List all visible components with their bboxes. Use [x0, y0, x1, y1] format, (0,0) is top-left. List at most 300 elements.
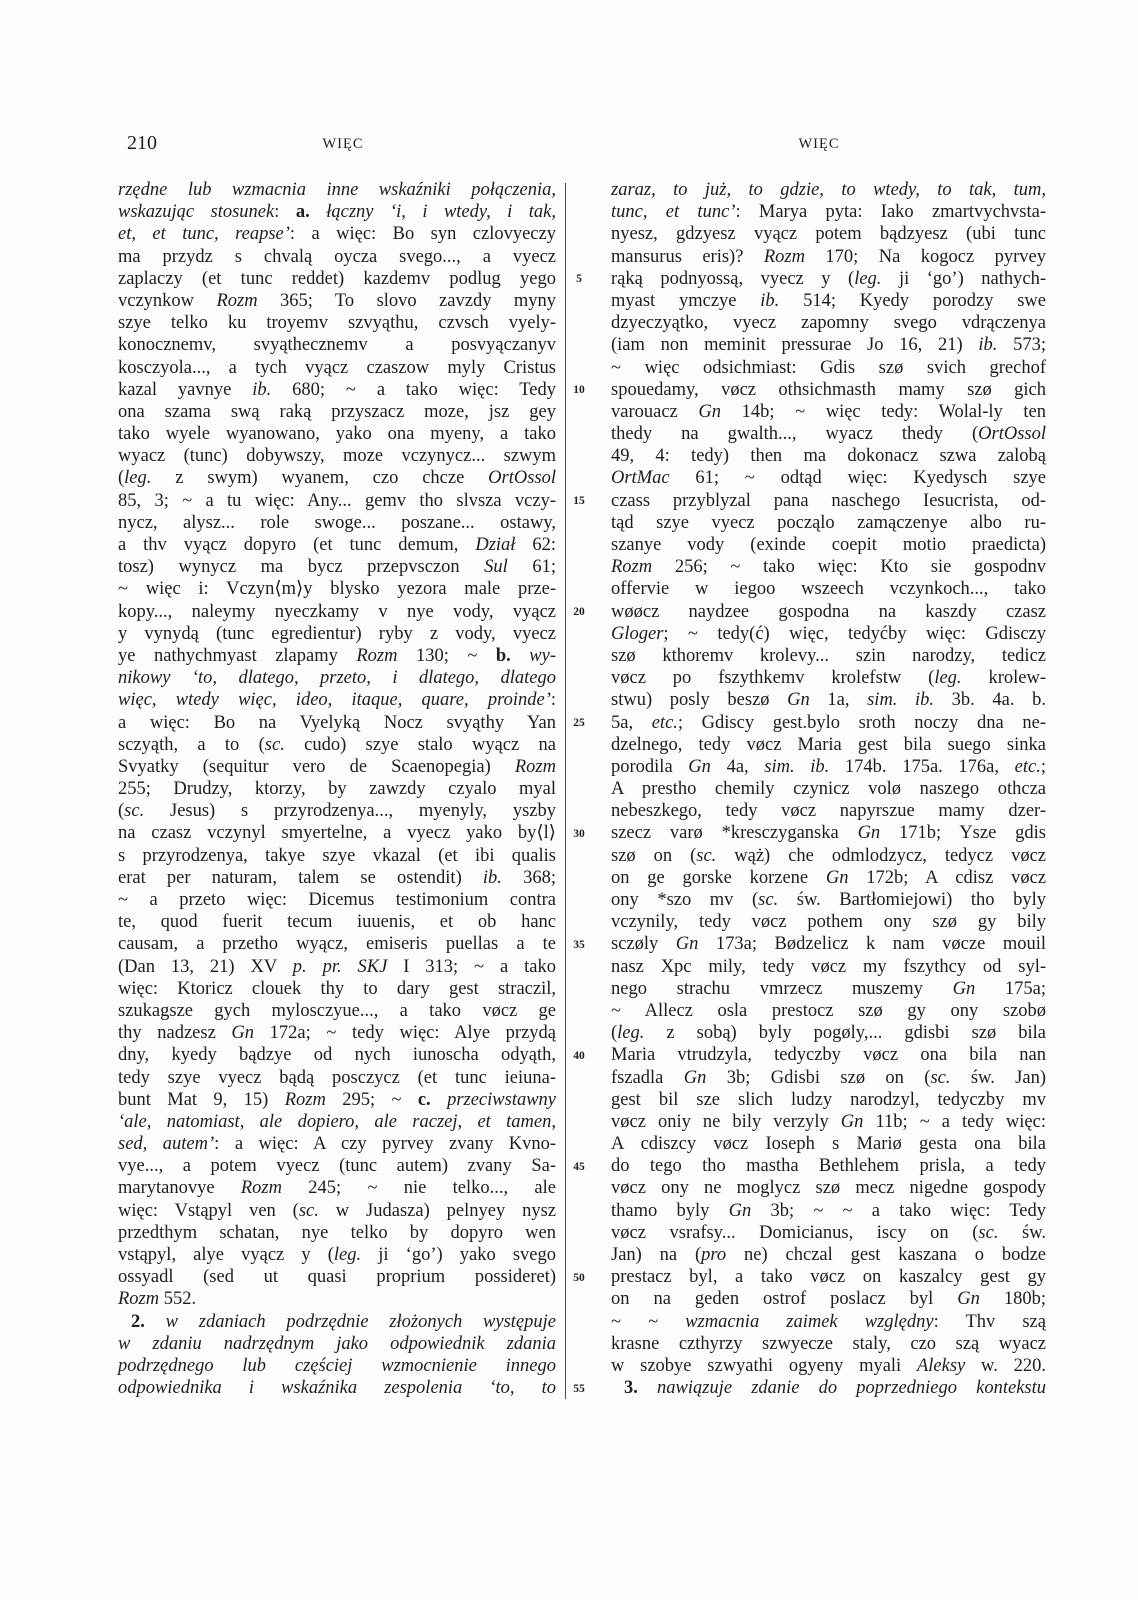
line-number: 35 — [573, 938, 585, 951]
text-run: 173a; Bødzelicz k nam vøcze mouil — [698, 934, 1046, 955]
text-run: ~ a przeto więc: Dicemus testimonium contra — [118, 890, 556, 910]
italic-run: Gn — [728, 1200, 752, 1221]
text-run: Jan) na ( — [611, 1245, 702, 1265]
text-run: myast ymczye — [611, 290, 761, 311]
left-column-line — [118, 534, 556, 556]
italic-run: Rozm — [240, 1178, 282, 1199]
right-column-line — [611, 290, 1046, 312]
left-column-line — [118, 445, 556, 467]
text-run: ~ więc i: Vczyn⟨m⟩y blysko yezora male prze- — [118, 579, 556, 600]
italic-run: odpowiednika i wskaźnika zespolenia ‘to, to — [118, 1378, 556, 1399]
italic-run: etc. — [651, 712, 678, 733]
right-column-line — [611, 1266, 1046, 1288]
text-run: vøcz oniy ne bily verzyly — [611, 1111, 841, 1132]
right-column-line — [611, 1155, 1046, 1177]
left-column-line — [118, 645, 556, 667]
right-column-line — [611, 1133, 1046, 1155]
bold-marker: 3. — [624, 1378, 638, 1399]
italic-run: Sul — [484, 557, 508, 578]
left-column-line — [118, 1177, 556, 1199]
text-run — [638, 1378, 657, 1398]
right-column-line — [611, 556, 1046, 578]
text-run — [145, 1312, 166, 1332]
right-column-line — [611, 467, 1046, 489]
text-run: erat per naturam, talem se ostendit) — [118, 867, 483, 888]
text-run: tąd szye vyecz począlo zamączenye albo ru- — [611, 512, 1046, 533]
text-run: varouacz — [611, 401, 699, 422]
left-column-line — [118, 845, 556, 867]
left-column-line — [118, 712, 556, 734]
left-column-line — [118, 423, 556, 445]
text-run: wyacz (tunc) dobywszy, moze vczynycz... szwym — [118, 446, 556, 467]
text-run: ; Gdiscy gest.bylo sroth noczy dna ne- — [677, 712, 1047, 733]
italic-run: sim. ib. — [764, 756, 830, 777]
text-run: 514; Kyedy porodzy swe — [779, 290, 1047, 311]
left-column-line — [118, 1067, 556, 1089]
text-run: : Marya pyta: Iako zmartvychvsta- — [735, 202, 1046, 223]
italic-run: sc. — [298, 1200, 319, 1221]
right-column-line — [611, 978, 1046, 1000]
text-run: 170; Na kogocz pyrvey — [805, 246, 1046, 267]
italic-run: Rozm — [356, 645, 398, 666]
italic-run: w zdaniu nadrzędnym jako odpowiednik zdania — [118, 1333, 556, 1354]
text-run: 61; — [507, 557, 556, 578]
right-column-line — [611, 223, 1046, 245]
text-run: 3b; Gdisbi szø on ( — [706, 1067, 931, 1088]
text-run: 4a, — [710, 756, 765, 777]
text-run: dzyeczyątko, vyecz zapomny svego vdrączenya — [611, 313, 1046, 334]
line-number-gutter — [567, 179, 591, 1401]
left-column-line — [118, 1333, 556, 1355]
left-column-line — [118, 379, 556, 401]
line-number: 25 — [573, 716, 585, 729]
italic-run: nikowy ‘to, dlatego, przeto, i dlatego, dlatego — [118, 668, 556, 689]
left-column-line — [118, 1200, 556, 1222]
text-run: A cdiszcy vøcz Ioseph s Mariø gesta ona bila — [611, 1134, 1046, 1155]
left-column — [118, 179, 556, 1399]
text-run: dny, kyedy bądzye od nych iunoscha odyąth, — [118, 1045, 556, 1066]
text-run: I 313; ~ a tako — [387, 956, 557, 977]
text-run: dzelnego, tedy vøcz Maria gest bila suego sinka — [611, 734, 1046, 755]
left-column-line — [118, 734, 556, 756]
italic-run: ib. — [978, 335, 998, 356]
text-run: fszadla — [611, 1067, 684, 1088]
text-run: causam, a przetho wyącz, emiseris puellas a te — [118, 934, 556, 955]
text-run: ji ‘go’) nathych- — [881, 268, 1046, 289]
italic-run: Rozm — [763, 246, 805, 267]
italic-run: p. pr. SKJ — [292, 956, 388, 977]
italic-run: leg. — [333, 1245, 362, 1265]
text-run: marytanovye — [118, 1178, 241, 1199]
left-column-line — [118, 956, 556, 978]
text-run: wøøcz naydzee gospodna na kaszdy czasz — [611, 601, 1046, 622]
text-run: 172a; ~ tedy więc: Alye przydą — [254, 1023, 557, 1044]
text-run: : a więc: A czy pyrvey zvany Kvno- — [214, 1134, 556, 1155]
italic-run: rzędne lub wzmacnia inne wskaźniki połączenia, — [118, 180, 556, 200]
text-run: św. Jan) — [950, 1067, 1046, 1088]
right-column-line — [611, 623, 1046, 645]
text-run: 171b; Ysze gdis — [880, 823, 1046, 844]
right-column-line — [611, 956, 1046, 978]
text-run: ~ Allecz osla prestocz szø gy ony szobø — [611, 1000, 1046, 1021]
italic-run: Gn — [952, 978, 976, 999]
italic-run: ‘ale, natomiast, ale dopiero, ale raczej, et tamen, — [118, 1111, 556, 1132]
left-column-line — [118, 756, 556, 778]
italic-run: Gn — [675, 934, 699, 955]
text-run: w. 220. — [965, 1355, 1046, 1376]
bold-marker: a. — [295, 202, 310, 223]
text-run: z swym) wyanem, czo chcze — [151, 468, 489, 489]
italic-run: Rozm — [284, 1089, 326, 1110]
right-column-line — [611, 246, 1046, 268]
text-run: stwu) posly beszø — [611, 690, 788, 711]
left-column-line — [118, 312, 556, 334]
text-run: A prestho chemily czynicz volø naszego othcza — [611, 779, 1046, 800]
text-run: bunt Mat 9, 15) — [118, 1089, 285, 1110]
right-column-line — [611, 822, 1046, 844]
text-run: św. Bartłomiejowi) tho byly — [778, 890, 1046, 910]
italic-run: Rozm — [216, 290, 258, 311]
italic-run: Gn — [957, 1289, 980, 1310]
italic-run: wskazując stosunek — [118, 202, 275, 223]
right-column-line — [611, 1000, 1046, 1022]
left-column-line — [118, 401, 556, 423]
left-column-line — [118, 290, 556, 312]
text-run: ne) chczal gest kaszana o bodze — [726, 1245, 1046, 1265]
right-column-line — [611, 667, 1046, 689]
text-run: ( — [118, 801, 125, 822]
text-run: (iam non meminit pressurae Jo 16, 21) — [611, 335, 979, 356]
italic-run: Aleksy — [916, 1355, 966, 1376]
text-run: te, quod fuerit tecum iuuenis, et ob hanc — [118, 912, 556, 933]
italic-run: OrtOssol — [978, 424, 1046, 445]
text-run: ossyadl (sed ut quasi proprium possideret) — [118, 1267, 556, 1288]
right-column-line — [611, 379, 1046, 401]
italic-run: przeciwstawny — [447, 1089, 557, 1110]
italic-run: sc. — [264, 734, 285, 755]
text-run — [431, 1090, 447, 1110]
text-run: (Dan 13, 21) XV — [118, 956, 293, 977]
bold-marker: 2. — [131, 1311, 145, 1332]
right-column-line — [611, 512, 1046, 534]
text-run: 61; ~ odtąd więc: Kyedysch szye — [669, 468, 1046, 489]
text-run: 175a; — [975, 978, 1046, 999]
right-column-line — [611, 534, 1046, 556]
right-column-line — [611, 357, 1046, 379]
left-column-line — [118, 512, 556, 534]
left-column-line — [118, 689, 556, 711]
left-column-line — [118, 1155, 556, 1177]
text-run: vczynkow — [118, 290, 217, 311]
italic-run: leg. — [934, 668, 962, 689]
text-run: ; — [1040, 756, 1046, 777]
left-column-line — [118, 867, 556, 889]
left-column-line — [118, 201, 556, 223]
text-run: ~ więc odsichmiast: Gdis szø svich grechof — [611, 357, 1046, 378]
left-column-line — [118, 179, 556, 201]
text-run: ma przydz s chvalą oycza svego..., a vyecz — [118, 246, 556, 267]
left-column-line — [118, 778, 556, 800]
italic-run: sc. — [978, 1222, 999, 1243]
text-run: offervie w iegoo wszeech vczynkoch..., tako — [611, 579, 1046, 600]
right-column-line — [611, 778, 1046, 800]
right-column-line — [611, 800, 1046, 822]
italic-run: Gn — [231, 1023, 255, 1044]
right-column-line — [611, 1244, 1046, 1266]
text-run: szye telko ku troyemv szvyąthu, czvsch vyely- — [118, 313, 556, 334]
right-column-line — [611, 756, 1046, 778]
left-column-line — [118, 223, 556, 245]
text-run: porodila — [611, 756, 689, 777]
right-column-line — [611, 1288, 1046, 1310]
text-run: nebeszkego, tedy vøcz napyrszue mamy dzer- — [611, 801, 1046, 822]
text-run: 11b; ~ a tedy więc: — [863, 1111, 1046, 1132]
italic-run: etc. — [1014, 756, 1041, 777]
right-column-line — [611, 1333, 1046, 1355]
text-run: 180b; — [979, 1289, 1046, 1310]
text-run: w Judasza) pelnyey nysz — [318, 1200, 556, 1221]
text-run: szø kthoremv krolevy... szin narodzy, tedicz — [611, 645, 1046, 666]
italic-run: ib. — [482, 867, 502, 888]
right-column-line — [611, 689, 1046, 711]
text-run: wąż) che odmlodzycz, tedycz vøcz — [716, 845, 1046, 866]
text-run: cudo) szye stalo wyącz na — [284, 734, 556, 755]
italic-run: OrtOssol — [488, 468, 556, 489]
text-run: krasne czthyrzy szwyecze staly, czo szą wyacz — [611, 1333, 1046, 1354]
right-column-line — [611, 423, 1046, 445]
text-run: thamo byly — [611, 1200, 729, 1221]
right-column-line — [611, 1311, 1046, 1333]
italic-run: sc. — [124, 801, 145, 822]
left-column-line — [118, 911, 556, 933]
right-column-line — [611, 201, 1046, 223]
text-run: szecz varø *kresczyganska — [611, 823, 858, 844]
italic-run: więc, wtedy więc, ideo, itaque, quare, proinde’ — [118, 690, 551, 711]
right-column-line — [611, 1200, 1046, 1222]
text-run: mansurus eris)? — [611, 246, 764, 267]
italic-run: Gn — [857, 823, 881, 844]
text-run: nasz Xpc mily, tedy vøcz my fszythcy od syl- — [611, 956, 1046, 977]
text-run: do tego tho mastha Bethlehem prisla, a tedy — [611, 1156, 1046, 1177]
right-column-line — [611, 933, 1046, 955]
bold-marker: c. — [417, 1089, 431, 1110]
left-column-line — [118, 667, 556, 689]
text-run: 62: — [515, 535, 557, 555]
text-run: 3b; ~ ~ a tako więc: Tedy — [751, 1200, 1046, 1221]
italic-run: sed, autem’ — [118, 1134, 215, 1155]
text-run: 3b. 4a. b. — [934, 690, 1046, 711]
page-number: 210 — [127, 132, 157, 154]
italic-run: tunc, et tunc’ — [611, 202, 736, 223]
right-column-line — [611, 734, 1046, 756]
column-divider — [565, 183, 566, 1399]
text-run: ye nathychmyast zlapamy — [118, 645, 357, 666]
right-column-line — [611, 1022, 1046, 1044]
right-column-line — [611, 490, 1046, 512]
italic-run: leg. — [854, 268, 882, 289]
text-run: ona szama swą raką przyszacz moze, jsz gey — [118, 401, 556, 422]
text-run: przedthym schatan, nye telko by dopyro wen — [118, 1222, 556, 1243]
right-column-line — [611, 867, 1046, 889]
left-column-line — [118, 1133, 556, 1155]
text-run: 1a, — [809, 690, 868, 711]
text-run: kosczyola..., a tych vyącz czaszow myly Cristus — [118, 357, 556, 378]
italic-run: sc. — [696, 845, 717, 866]
text-run: kazal yavnye — [118, 379, 253, 400]
italic-run: wzmacnia zaimek względny — [685, 1311, 934, 1332]
right-column-line — [611, 1377, 1046, 1399]
text-run: spouedamy, vøcz othsichmasth mamy szø gich — [611, 379, 1046, 400]
text-run: nycz, alysz... role swoge... poszane... ostawy, — [118, 512, 556, 533]
right-column-line — [611, 1111, 1046, 1133]
right-column-line — [611, 1355, 1046, 1377]
right-column-line — [611, 312, 1046, 334]
text-run: s przyrodzenya, takye szye vkazal (et ibi qualis — [118, 845, 556, 866]
right-column-line — [611, 845, 1046, 867]
left-column-line — [118, 556, 556, 578]
text-run: św. — [998, 1222, 1047, 1243]
italic-run: Gn — [688, 756, 711, 777]
text-run: 256; ~ tako więc: Kto sie gospodnv — [652, 557, 1046, 578]
text-run: on ge gorske korzene — [611, 867, 826, 888]
left-column-line — [118, 334, 556, 356]
line-number: 10 — [573, 383, 585, 396]
right-column-line — [611, 1067, 1046, 1089]
text-run: 245; ~ nie telko..., ale — [282, 1178, 556, 1199]
right-column-line — [611, 911, 1046, 933]
right-column-line — [611, 445, 1046, 467]
right-column-line — [611, 401, 1046, 423]
text-run: nyesz, gdzyesz vyącz potem bądzyesz (ubi tunc — [611, 224, 1046, 245]
right-column-line — [611, 179, 1046, 201]
text-run: ony *szo mv ( — [611, 890, 759, 910]
italic-run: nawiązuje zdanie do poprzedniego kontekstu — [657, 1378, 1047, 1399]
text-run: ( — [118, 468, 125, 489]
line-number: 5 — [576, 272, 582, 285]
running-head-right: WIĘC — [798, 136, 840, 152]
left-column-line — [118, 889, 556, 911]
right-column-line — [611, 1044, 1046, 1066]
text-run: sczøly — [611, 934, 676, 955]
text-run: vstąpyl, alye vyącz y ( — [118, 1245, 334, 1265]
italic-run: łączny ‘i, i wtedy, i tak, — [326, 202, 557, 223]
text-run: thy nadzesz — [118, 1023, 232, 1044]
italic-run: leg. — [124, 468, 152, 489]
italic-run: et, et tunc, reapse’ — [118, 224, 290, 245]
right-column-line — [611, 578, 1046, 600]
left-column-line — [118, 1244, 556, 1266]
text-run: krolew- — [961, 668, 1046, 689]
line-number: 45 — [573, 1160, 585, 1173]
line-number: 50 — [573, 1271, 585, 1284]
left-column-line — [118, 1222, 556, 1244]
text-run: sczyąth, a to ( — [118, 734, 265, 755]
text-run: szanye vody (exinde coepit motio praedicta) — [611, 535, 1046, 555]
text-run: z sobą) byly pogøly,... gdisbi szø bila — [644, 1023, 1046, 1044]
text-run: : a więc: Bo syn czlovyeczy — [289, 224, 556, 245]
text-run: rąką podnyossą, vyecz y ( — [611, 268, 855, 289]
left-column-line — [118, 1288, 556, 1310]
text-run: tosz) wynycz ma bycz przepvsczon — [118, 557, 485, 578]
right-column-line — [611, 601, 1046, 623]
italic-run: Rozm — [611, 557, 653, 578]
italic-run: Dział — [475, 535, 516, 555]
italic-run: ib. — [252, 379, 272, 400]
right-column-line — [611, 1177, 1046, 1199]
left-column-line — [118, 1111, 556, 1133]
text-run: 14b; ~ więc tedy: Wolal-ly ten — [721, 401, 1046, 422]
line-number: 55 — [573, 1382, 585, 1395]
left-column-line — [118, 822, 556, 844]
italic-run: Gn — [825, 867, 849, 888]
right-column — [611, 179, 1046, 1399]
text-run: na czasz vczynyl smyertelne, a vyecz yako by⟨l⟩ — [118, 823, 556, 844]
left-column-line — [118, 601, 556, 623]
text-run: zaplaczy (et tunc reddet) kazdemv podlug yego — [118, 268, 556, 289]
left-column-line — [118, 246, 556, 268]
text-run: Jesus) s przyrodzenya..., myenyly, yszby — [144, 801, 556, 822]
left-column-line — [118, 490, 556, 512]
right-column-line — [611, 889, 1046, 911]
left-column-line — [118, 1266, 556, 1288]
italic-run: w zdaniach podrzędnie złożonych występuje — [165, 1311, 557, 1332]
right-column-line — [611, 268, 1046, 290]
left-column-line — [118, 268, 556, 290]
italic-run: Rozm — [118, 1289, 160, 1310]
text-run: thedy na gwalth..., wyacz thedy ( — [611, 424, 979, 445]
text-run: prestacz byl, a tako vøcz on kaszalcy gest gy — [611, 1267, 1046, 1288]
text-run: szø on ( — [611, 845, 697, 866]
text-run: czass przyblyzal pana naschego Iesucrista, od- — [611, 490, 1046, 511]
italic-run: sc. — [930, 1067, 951, 1088]
text-run: a thv vyącz dopyro (et tunc demum, — [118, 535, 476, 555]
left-column-line — [118, 357, 556, 379]
text-run: 680; ~ a tako więc: Tedy — [271, 379, 556, 400]
right-column-line — [611, 334, 1046, 356]
line-number: 30 — [573, 827, 585, 840]
text-run — [310, 202, 326, 222]
left-column-line — [118, 578, 556, 600]
bold-marker: b. — [495, 645, 511, 666]
text-run: 85, 3; ~ a tu więc: Any... gemv tho slvsza vczy- — [118, 490, 556, 511]
text-run: więc: Ktoricz clouek thy to dary gest straczil, — [118, 978, 556, 999]
text-run: gest bil sze slich ludzy narodzyl, tedyczby mv — [611, 1089, 1046, 1110]
left-column-line — [118, 623, 556, 645]
text-run: w szobye szwyathi ogyeny myali — [611, 1355, 917, 1376]
text-run: konocznemv, svyąthecznemv a posvyączanyv — [118, 335, 556, 356]
left-column-line — [118, 1022, 556, 1044]
text-run: vøcz po fszythkemv krolefstw ( — [611, 668, 935, 689]
italic-run: Gn — [683, 1067, 707, 1088]
text-run: kopy..., naleymy nyeczkamy v nye vody, vyącz — [118, 601, 556, 622]
italic-run: pro — [701, 1245, 727, 1265]
text-run: 255; Drudzy, ktorzy, by zawzdy czyalo myal — [118, 779, 556, 800]
italic-run: Gn — [840, 1111, 864, 1132]
text-run: 174b. 175a. 176a, — [829, 756, 1015, 777]
line-number: 40 — [573, 1049, 585, 1062]
text-run: Svyatky (sequitur vero de Scaenopegia) — [118, 756, 515, 777]
italic-run: leg. — [617, 1023, 645, 1044]
text-run: 49, 4: tedy) then ma dokonacz szwa zalobą — [611, 446, 1046, 467]
text-run: 573; — [997, 335, 1047, 356]
text-run: vøcz vsrafsy... Domicianus, iscy on ( — [611, 1222, 979, 1243]
text-run: : — [550, 690, 556, 711]
text-run: 365; To slovo zavzdy myny — [257, 290, 556, 311]
text-run: 552. — [159, 1289, 197, 1310]
left-column-line — [118, 1000, 556, 1022]
line-number: 15 — [573, 494, 585, 507]
italic-run: OrtMac — [611, 468, 670, 489]
